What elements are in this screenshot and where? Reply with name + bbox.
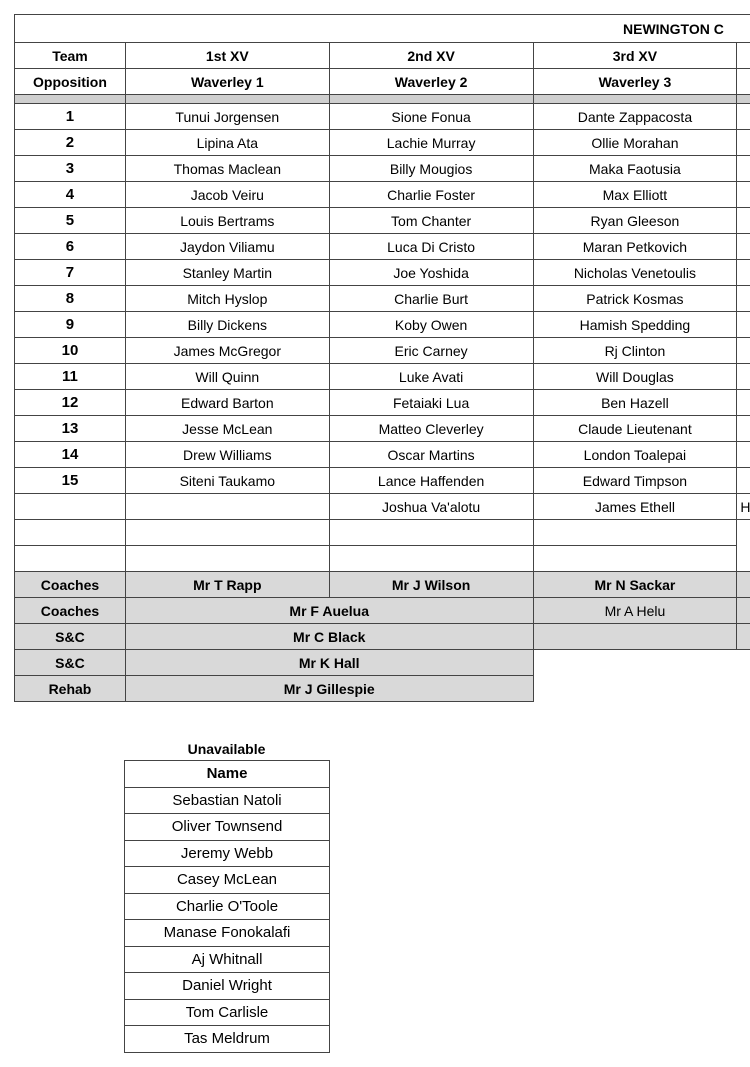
position-number: 8 <box>15 286 126 312</box>
unavailable-row <box>125 867 330 894</box>
unavailable-row <box>125 814 330 841</box>
blank-cell <box>533 546 737 572</box>
player-2nd: Fetaiaki Lua <box>329 390 533 416</box>
player-1st: Siteni Taukamo <box>125 468 329 494</box>
player-row <box>15 416 750 442</box>
blank-cell <box>15 520 126 546</box>
coach-4th <box>737 572 750 598</box>
position-number: 11 <box>15 364 126 390</box>
player-2nd: Oscar Martins <box>329 442 533 468</box>
sc-2: Mr K Hall <box>125 650 533 676</box>
player-2nd: Matteo Cleverley <box>329 416 533 442</box>
opposition-row <box>15 69 750 95</box>
rehab-empty <box>533 676 737 702</box>
rehab-empty <box>737 676 750 702</box>
rehab-row <box>15 676 750 702</box>
player-row <box>15 104 750 130</box>
player-row <box>15 468 750 494</box>
sc-row-1 <box>15 624 750 650</box>
unavailable-header-row <box>125 761 330 788</box>
player-1st: Stanley Martin <box>125 260 329 286</box>
unavailable-name: Sebastian Natoli <box>125 787 330 814</box>
blank-cell <box>533 520 737 546</box>
opposition-1st: Waverley 1 <box>125 69 329 95</box>
opposition-2nd: Waverley 2 <box>329 69 533 95</box>
coach-3rd-b: Mr A Helu <box>533 598 737 624</box>
rehab-staff: Mr J Gillespie <box>125 676 533 702</box>
player-4th <box>737 442 750 468</box>
blank-cell <box>329 546 533 572</box>
player-4th <box>737 234 750 260</box>
player-4th <box>737 416 750 442</box>
player-1st: Louis Bertrams <box>125 208 329 234</box>
unavailable-row <box>125 1026 330 1053</box>
player-2nd: Sione Fonua <box>329 104 533 130</box>
position-number: 12 <box>15 390 126 416</box>
unavailable-row <box>125 787 330 814</box>
position-number: 2 <box>15 130 126 156</box>
sc-label: S&C <box>15 624 126 650</box>
blank-cell <box>329 520 533 546</box>
player-2nd: Luca Di Cristo <box>329 234 533 260</box>
player-4th <box>737 208 750 234</box>
coach-shared: Mr F Auelua <box>125 598 533 624</box>
player-row <box>15 156 750 182</box>
player-4th <box>737 338 750 364</box>
unavailable-row <box>125 973 330 1000</box>
player-3rd: Ollie Morahan <box>533 130 737 156</box>
unavailable-row <box>125 893 330 920</box>
unavailable-name: Daniel Wright <box>125 973 330 1000</box>
player-row <box>15 364 750 390</box>
position-number: 15 <box>15 468 126 494</box>
player-3rd: Max Elliott <box>533 182 737 208</box>
team-row <box>15 43 750 69</box>
reserve-1st <box>125 494 329 520</box>
blank-cell <box>737 546 750 572</box>
blank-cell <box>737 520 750 546</box>
player-3rd: Patrick Kosmas <box>533 286 737 312</box>
position-number: 10 <box>15 338 126 364</box>
title-row <box>15 15 750 43</box>
player-2nd: Koby Owen <box>329 312 533 338</box>
blank-cell <box>125 546 329 572</box>
unavailable-row <box>125 999 330 1026</box>
player-3rd: Claude Lieutenant <box>533 416 737 442</box>
blank-row <box>15 520 750 546</box>
roster-table <box>14 14 750 702</box>
player-row <box>15 234 750 260</box>
unavailable-name: Tas Meldrum <box>125 1026 330 1053</box>
blank-cell <box>125 520 329 546</box>
player-1st: Thomas Maclean <box>125 156 329 182</box>
player-row <box>15 260 750 286</box>
coaches-label: Coaches <box>15 598 126 624</box>
team-4th <box>737 43 750 69</box>
coach-2nd: Mr J Wilson <box>329 572 533 598</box>
player-4th <box>737 286 750 312</box>
team-1st: 1st XV <box>125 43 329 69</box>
player-4th <box>737 156 750 182</box>
coach-4th-b <box>737 598 750 624</box>
player-row <box>15 182 750 208</box>
coaches-label: Coaches <box>15 572 126 598</box>
player-1st: Edward Barton <box>125 390 329 416</box>
player-3rd: Maran Petkovich <box>533 234 737 260</box>
player-row <box>15 390 750 416</box>
unavailable-row <box>125 840 330 867</box>
player-3rd: Dante Zappacosta <box>533 104 737 130</box>
position-number: 6 <box>15 234 126 260</box>
player-4th <box>737 104 750 130</box>
player-1st: Tunui Jorgensen <box>125 104 329 130</box>
separator-row <box>15 95 750 104</box>
player-row <box>15 442 750 468</box>
player-3rd: Rj Clinton <box>533 338 737 364</box>
player-2nd: Tom Chanter <box>329 208 533 234</box>
player-3rd: Hamish Spedding <box>533 312 737 338</box>
player-row <box>15 338 750 364</box>
player-4th <box>737 182 750 208</box>
sc-label: S&C <box>15 650 126 676</box>
unavailable-name: Oliver Townsend <box>125 814 330 841</box>
player-2nd: Billy Mougios <box>329 156 533 182</box>
position-number: 4 <box>15 182 126 208</box>
player-1st: Mitch Hyslop <box>125 286 329 312</box>
reserve-3rd: James Ethell <box>533 494 737 520</box>
player-3rd: London Toalepai <box>533 442 737 468</box>
player-3rd: Ben Hazell <box>533 390 737 416</box>
player-2nd: Lachie Murray <box>329 130 533 156</box>
player-1st: Billy Dickens <box>125 312 329 338</box>
blank-row <box>15 546 750 572</box>
player-4th <box>737 390 750 416</box>
player-1st: Lipina Ata <box>125 130 329 156</box>
sc-4th <box>737 624 750 650</box>
blank-cell <box>15 546 126 572</box>
player-4th <box>737 312 750 338</box>
player-4th <box>737 364 750 390</box>
player-3rd: Will Douglas <box>533 364 737 390</box>
team-2nd: 2nd XV <box>329 43 533 69</box>
player-1st: James McGregor <box>125 338 329 364</box>
unavailable-name: Tom Carlisle <box>125 999 330 1026</box>
position-number: 7 <box>15 260 126 286</box>
player-2nd: Eric Carney <box>329 338 533 364</box>
reserve-2nd: Joshua Va'alotu <box>329 494 533 520</box>
team-sheet <box>14 14 750 702</box>
reserve-pos <box>15 494 126 520</box>
player-3rd: Maka Faotusia <box>533 156 737 182</box>
player-1st: Jaydon Viliamu <box>125 234 329 260</box>
player-1st: Drew Williams <box>125 442 329 468</box>
player-2nd: Charlie Burt <box>329 286 533 312</box>
player-row <box>15 208 750 234</box>
player-4th <box>737 468 750 494</box>
rehab-label: Rehab <box>15 676 126 702</box>
sc-empty <box>533 650 737 676</box>
unavailable-header: Name <box>125 761 330 788</box>
team-label: Team <box>15 43 126 69</box>
team-3rd: 3rd XV <box>533 43 737 69</box>
unavailable-name: Charlie O'Toole <box>125 893 330 920</box>
sc-3rd <box>533 624 737 650</box>
sheet-title: NEWINGTON C <box>15 15 750 43</box>
player-1st: Jacob Veiru <box>125 182 329 208</box>
player-3rd: Nicholas Venetoulis <box>533 260 737 286</box>
position-number: 1 <box>15 104 126 130</box>
player-row <box>15 130 750 156</box>
position-number: 5 <box>15 208 126 234</box>
player-4th <box>737 130 750 156</box>
position-number: 3 <box>15 156 126 182</box>
player-3rd: Ryan Gleeson <box>533 208 737 234</box>
unavailable-name: Aj Whitnall <box>125 946 330 973</box>
sc-empty <box>737 650 750 676</box>
player-row <box>15 286 750 312</box>
position-number: 9 <box>15 312 126 338</box>
player-1st: Will Quinn <box>125 364 329 390</box>
unavailable-table <box>124 760 330 1053</box>
coach-1st: Mr T Rapp <box>125 572 329 598</box>
player-row <box>15 312 750 338</box>
coaches-row-1 <box>15 572 750 598</box>
unavailable-name: Manase Fonokalafi <box>125 920 330 947</box>
unavailable-row <box>125 920 330 947</box>
player-2nd: Lance Haffenden <box>329 468 533 494</box>
reserve-row <box>15 494 750 520</box>
player-4th <box>737 260 750 286</box>
reserve-4th: H <box>737 494 750 520</box>
position-number: 13 <box>15 416 126 442</box>
position-number: 14 <box>15 442 126 468</box>
player-2nd: Charlie Foster <box>329 182 533 208</box>
player-1st: Jesse McLean <box>125 416 329 442</box>
coaches-row-2 <box>15 598 750 624</box>
opposition-3rd: Waverley 3 <box>533 69 737 95</box>
opposition-label: Opposition <box>15 69 126 95</box>
coach-3rd: Mr N Sackar <box>533 572 737 598</box>
unavailable-title: Unavailable <box>187 741 266 757</box>
opposition-4th <box>737 69 750 95</box>
player-2nd: Luke Avati <box>329 364 533 390</box>
sc-row-2 <box>15 650 750 676</box>
player-3rd: Edward Timpson <box>533 468 737 494</box>
player-2nd: Joe Yoshida <box>329 260 533 286</box>
unavailable-row <box>125 946 330 973</box>
unavailable-name: Casey McLean <box>125 867 330 894</box>
sc-1: Mr C Black <box>125 624 533 650</box>
unavailable-name: Jeremy Webb <box>125 840 330 867</box>
